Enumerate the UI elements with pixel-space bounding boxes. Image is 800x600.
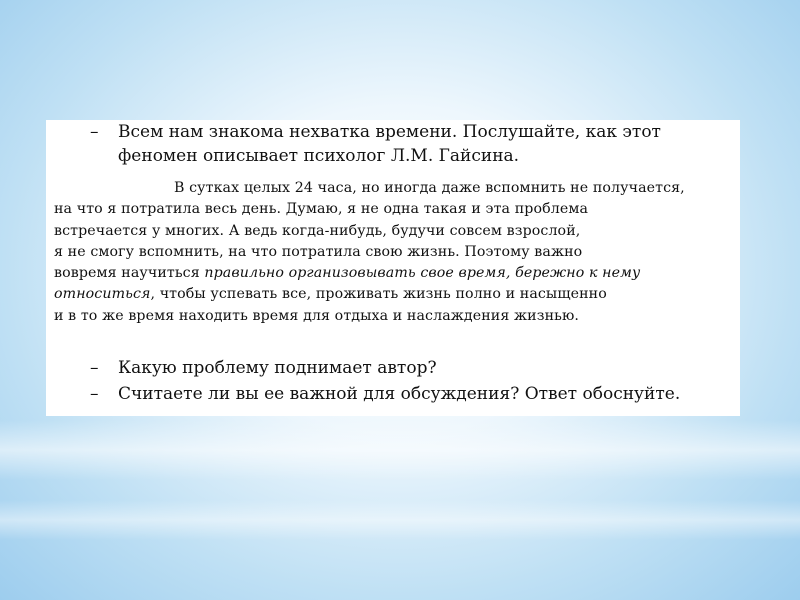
question-item [90,356,730,380]
quote-text: , чтобы успевать все, проживать жизнь полно и насыщенно [150,286,607,303]
quote-emphasis: правильно организовывать свое время, бережно к нему [204,265,641,282]
quote-text: вовремя научиться [54,265,205,282]
quote-line [54,263,730,284]
intro-paragraph [90,120,730,168]
quote-line: на что я потратила весь день. Думаю, я не одна такая и эта проблема [54,201,589,218]
quote-line [54,284,730,305]
question-text: Какую проблему поднимает автор? [118,358,437,378]
quote-line: я не смогу вспомнить, на что потратила свою жизнь. Поэтому важно [54,243,583,260]
intro-line-2: феномен описывает психолог Л.М. Гайсина. [118,146,520,166]
question-text: Считаете ли вы ее важной для обсуждения? Ответ обоснуйте. [118,384,681,404]
quote-emphasis: относиться [54,286,151,303]
quote-line: В сутках целых 24 часа, но иногда даже вспомнить не получается, [174,180,685,196]
background-light-band [0,500,800,540]
quote-line: и в то же время находить время для отдыха и наслаждения жизнью. [54,307,580,324]
dash-marker: – [90,358,99,378]
background-light-band [0,420,800,480]
dash-marker: – [90,122,99,142]
document-text-block [46,120,740,416]
quote-line: встречается у многих. А ведь когда-нибудь, будучи совсем взрослой, [54,222,581,239]
intro-line-1: Всем нам знакома нехватка времени. Послушайте, как этот [118,122,661,142]
quote-paragraph [54,178,730,327]
question-item [90,382,730,406]
dash-marker: – [90,384,99,404]
